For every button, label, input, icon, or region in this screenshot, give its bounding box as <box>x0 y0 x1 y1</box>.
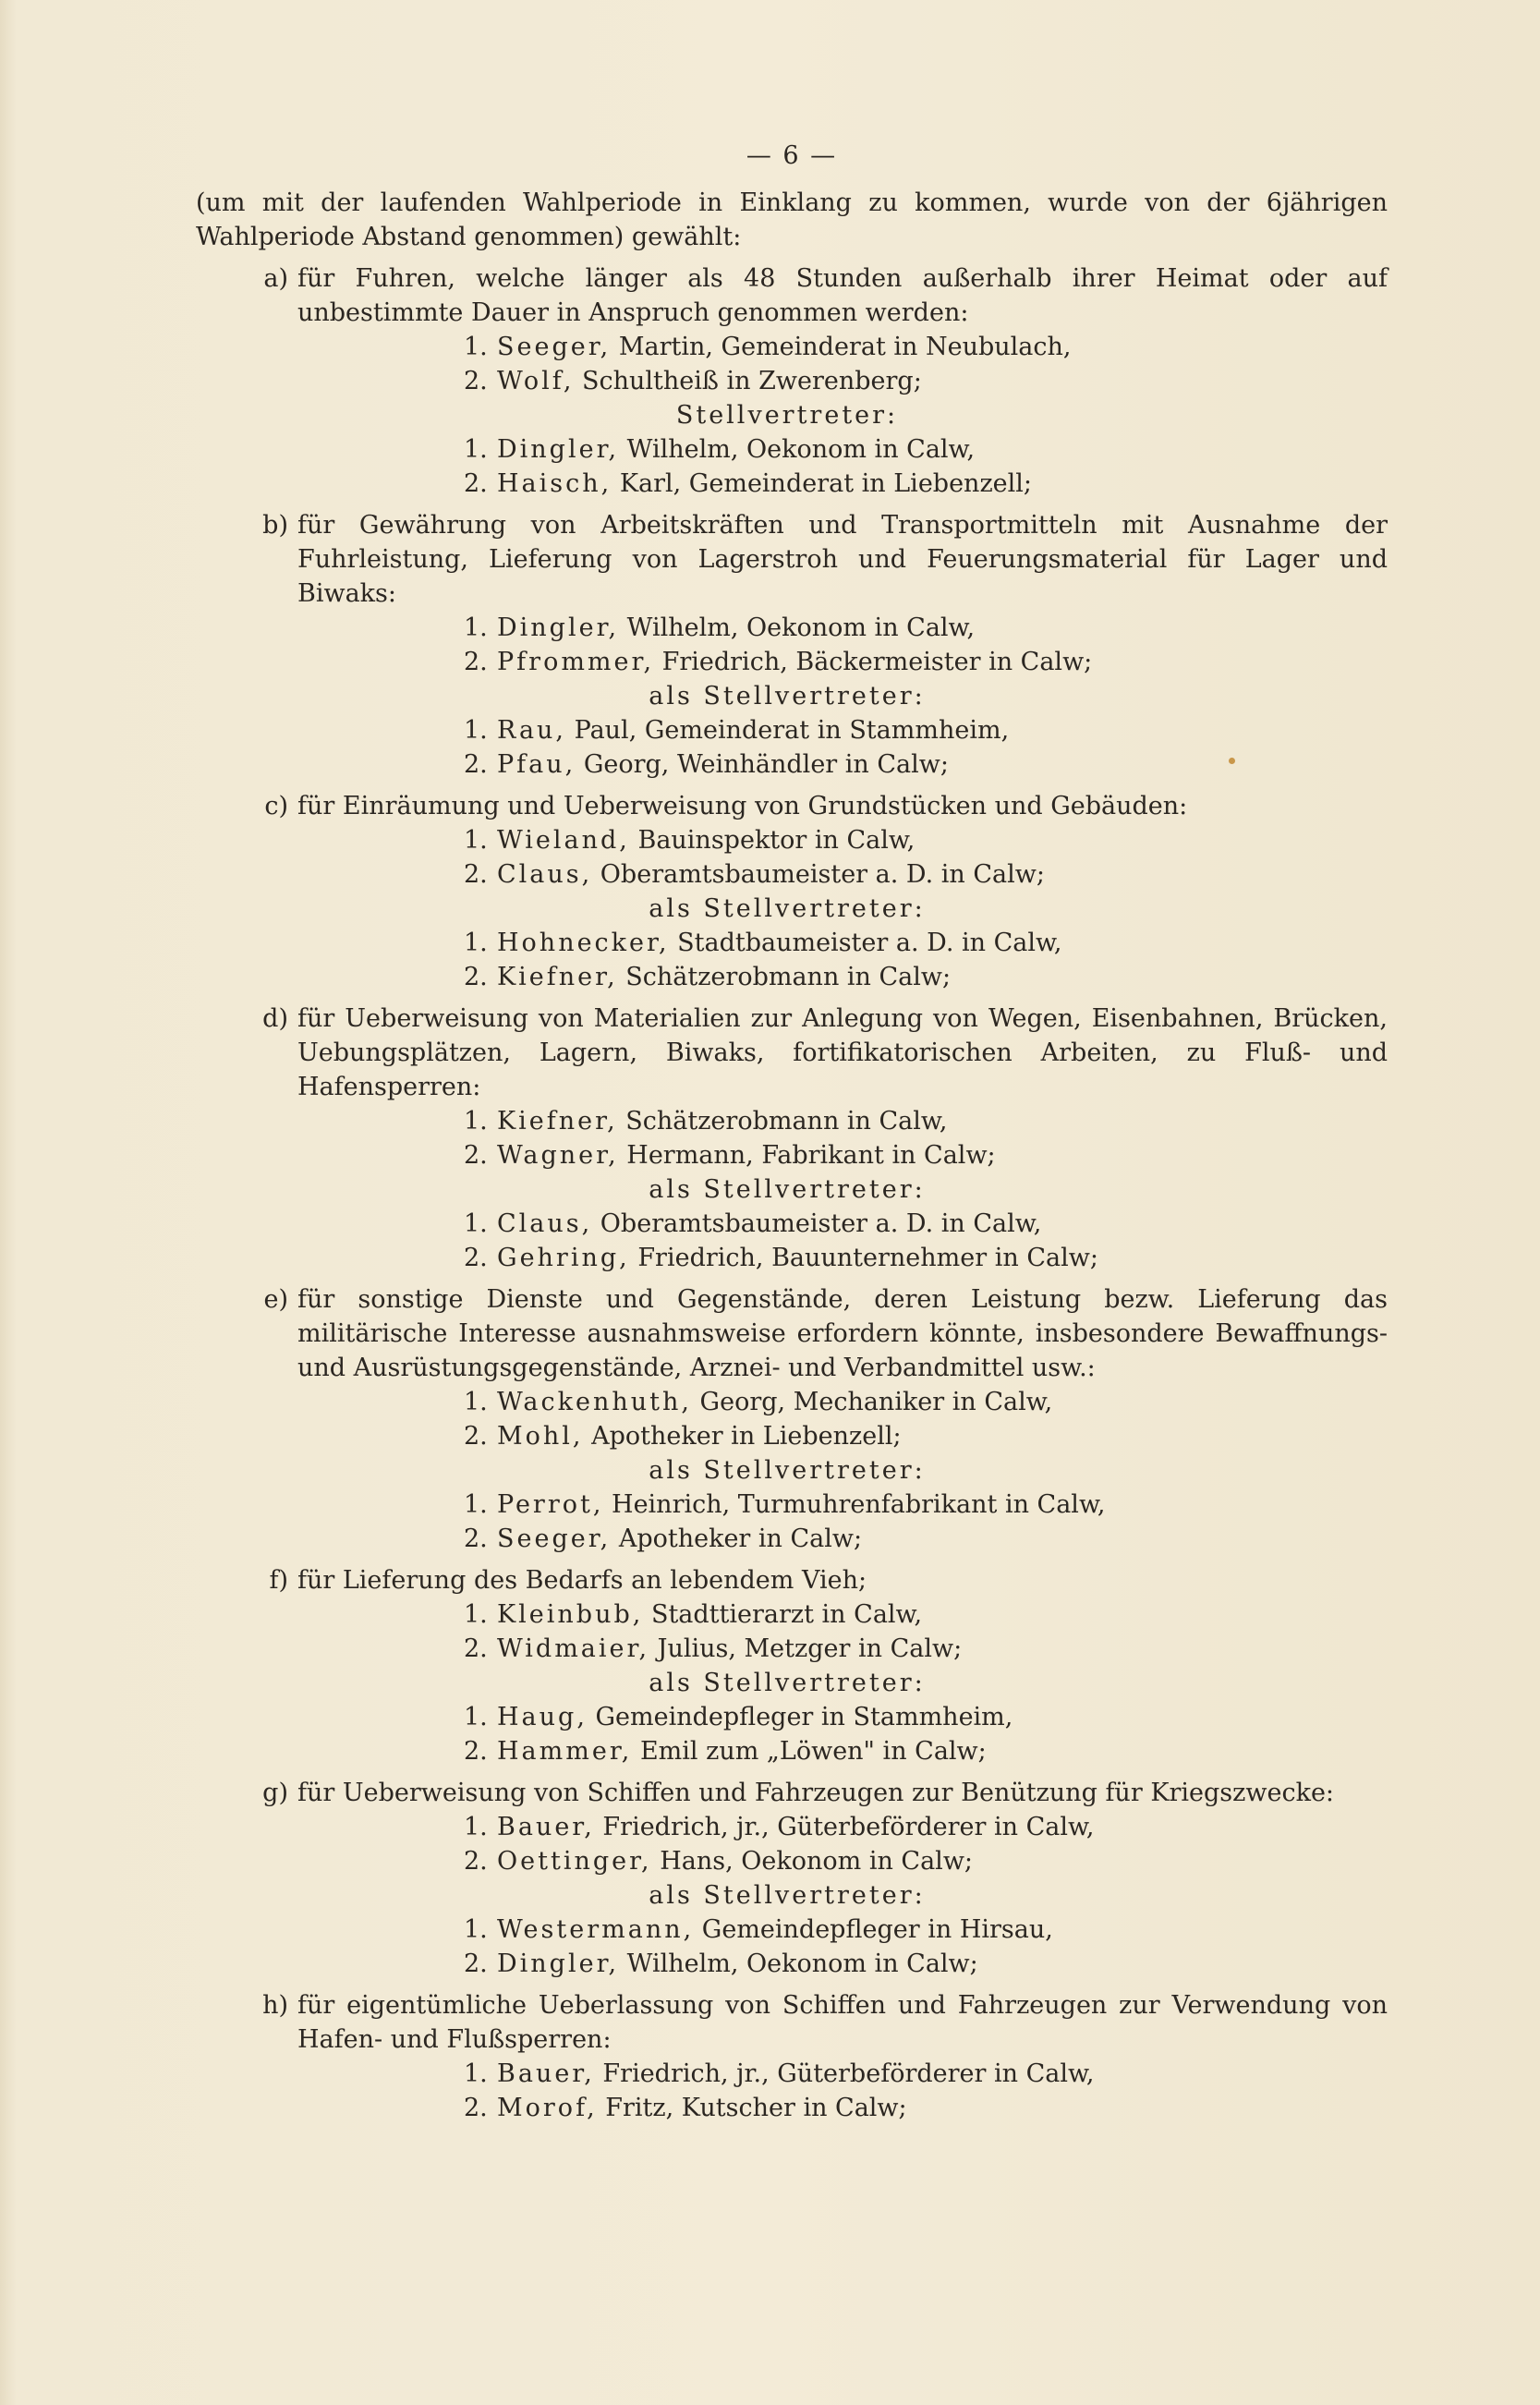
entry-number: 2. <box>464 367 488 395</box>
section-text: für Ueberweisung von Schiffen und Fahrzeugen zur Benützung für Kriegszwecke: <box>297 1779 1335 1807</box>
section-body <box>297 508 1388 782</box>
entry-surname: Oettinger, <box>497 1847 652 1876</box>
alternates-heading: als Stellvertreter: <box>649 1456 926 1485</box>
entry-details: Heinrich, Turmuhrenfabrikant in Calw, <box>603 1490 1106 1519</box>
section-body <box>297 1282 1388 1556</box>
entry-details: Stadttierarzt in Calw, <box>643 1600 923 1629</box>
entry-details: Wilhelm, Oekonom in Calw, <box>619 435 976 464</box>
section-label: c) <box>264 792 288 820</box>
entry-details: Schätzerobmann in Calw; <box>617 963 952 991</box>
section-label: d) <box>262 1004 288 1033</box>
entry-number: 1. <box>464 1703 488 1731</box>
entry-surname: Hammer, <box>497 1737 633 1766</box>
member-entry <box>297 1597 1388 1632</box>
entry-surname: Morof, <box>497 2094 598 2122</box>
section-body <box>297 1776 1388 1981</box>
alternate-entry <box>297 960 1388 994</box>
entry-details: Schultheiß in Zwerenberg; <box>574 367 922 395</box>
section-body <box>297 261 1388 501</box>
section-body <box>297 789 1388 994</box>
entry-surname: Pfrommer, <box>497 648 655 676</box>
entry-surname: Kiefner, <box>497 963 618 991</box>
member-entry <box>297 364 1388 398</box>
entry-details: Friedrich, jr., Güterbeförderer in Calw, <box>594 1813 1095 1841</box>
entry-number: 1. <box>464 929 488 957</box>
entry-number: 2. <box>464 1141 488 1170</box>
section-a <box>196 261 1388 501</box>
entry-details: Georg, Weinhändler in Calw; <box>576 750 949 779</box>
entry-details: Martin, Gemeinderat in Neubulach, <box>611 333 1072 361</box>
entry-surname: Westermann, <box>497 1915 695 1944</box>
alternate-entry <box>297 926 1388 960</box>
section-d <box>196 1002 1388 1275</box>
section-body <box>297 1988 1388 2125</box>
alternates-heading: als Stellvertreter: <box>649 894 926 923</box>
alternate-entry <box>297 1913 1388 1947</box>
member-entry <box>297 645 1388 679</box>
entry-surname: Bauer, <box>497 2059 595 2088</box>
section-c <box>196 789 1388 994</box>
entry-number: 1. <box>464 826 488 855</box>
entry-surname: Dingler, <box>497 1950 620 1978</box>
alternate-entry <box>297 1734 1388 1768</box>
section-b <box>196 508 1388 782</box>
member-entry <box>297 330 1388 364</box>
entry-details: Bauinspektor in Calw, <box>629 826 916 855</box>
alternate-entry <box>297 713 1388 747</box>
alternate-entry <box>297 1241 1388 1275</box>
sections-list <box>196 261 1388 2125</box>
alternates-heading: als Stellvertreter: <box>649 682 926 711</box>
member-entry <box>297 1419 1388 1453</box>
member-entry <box>297 1844 1388 1878</box>
entry-number: 1. <box>464 716 488 745</box>
entry-details: Gemeindepfleger in Stammheim, <box>587 1703 1013 1731</box>
section-h <box>196 1988 1388 2125</box>
entry-details: Oberamtsbaumeister a. D. in Calw; <box>592 860 1045 889</box>
section-text: für eigentümliche Ueberlassung von Schiffen und Fahrzeugen zur Verwendung von Hafen- und Flußsperren: <box>297 1991 1388 2054</box>
section-text: für sonstige Dienste und Gegenstände, deren Leistung bezw. Lieferung das militärische Interesse ausnahmsweise erfordern könnte, insbesondere Bewaffnungs- und Ausrüstungsgegenstände, Arznei- und Verbandmittel usw.: <box>297 1285 1388 1382</box>
entry-surname: Wackenhuth, <box>497 1388 692 1416</box>
member-entry <box>297 1385 1388 1419</box>
entry-number: 2. <box>464 1524 488 1553</box>
member-entry <box>297 2091 1388 2125</box>
page-number: — 6 — <box>746 141 838 170</box>
entry-surname: Wagner, <box>497 1141 619 1170</box>
entry-details: Stadtbaumeister a. D. in Calw, <box>669 929 1062 957</box>
section-label: g) <box>262 1779 288 1807</box>
section-g <box>196 1776 1388 1981</box>
entry-number: 2. <box>464 1422 488 1451</box>
entry-number: 1. <box>464 1107 488 1136</box>
entry-number: 2. <box>464 1737 488 1766</box>
entry-details: Emil zum „Löwen" in Calw; <box>632 1737 987 1766</box>
entry-surname: Hohnecker, <box>497 929 670 957</box>
entry-surname: Kiefner, <box>497 1107 618 1136</box>
entry-surname: Gehring, <box>497 1244 630 1272</box>
section-text: für Ueberweisung von Materialien zur Anlegung von Wegen, Eisenbahnen, Brücken, Uebungsplätzen, Lagern, Biwaks, fortifikatorischen Arbeiten, zu Fluß- und Hafensperren: <box>297 1004 1388 1101</box>
entry-number: 2. <box>464 469 488 498</box>
entry-number: 2. <box>464 1950 488 1978</box>
entry-number: 1. <box>464 435 488 464</box>
entry-details: Fritz, Kutscher in Calw; <box>597 2094 907 2122</box>
section-body <box>297 1002 1388 1275</box>
alternate-entry <box>297 1522 1388 1556</box>
alternate-entry <box>297 747 1388 782</box>
section-text: für Einräumung und Ueberweisung von Grundstücken und Gebäuden: <box>297 792 1188 820</box>
entry-surname: Perrot, <box>497 1490 604 1519</box>
section-label: a) <box>263 264 288 293</box>
alternates-heading: als Stellvertreter: <box>649 1881 926 1910</box>
entry-details: Paul, Gemeinderat in Stammheim, <box>566 716 1010 745</box>
section-label: f) <box>269 1566 288 1595</box>
entry-surname: Claus, <box>497 860 593 889</box>
entry-number: 2. <box>464 860 488 889</box>
entry-surname: Seeger, <box>497 333 612 361</box>
alternate-entry <box>297 1700 1388 1734</box>
member-entry <box>297 611 1388 645</box>
section-e <box>196 1282 1388 1556</box>
member-entry <box>297 857 1388 892</box>
alternate-entry <box>297 1947 1388 1981</box>
entry-number: 2. <box>464 2094 488 2122</box>
section-label: h) <box>262 1991 288 2020</box>
member-entry <box>297 823 1388 857</box>
entry-details: Apotheker in Calw; <box>611 1524 863 1553</box>
entry-number: 1. <box>464 1600 488 1629</box>
section-label: e) <box>263 1285 288 1314</box>
section-text: für Lieferung des Bedarfs an lebendem Vieh; <box>297 1566 867 1595</box>
entry-details: Wilhelm, Oekonom in Calw, <box>619 613 976 642</box>
entry-surname: Haisch, <box>497 469 612 498</box>
entry-surname: Bauer, <box>497 1813 595 1841</box>
entry-surname: Claus, <box>497 1209 593 1238</box>
entry-surname: Rau, <box>497 716 567 745</box>
section-f <box>196 1563 1388 1768</box>
entry-details: Friedrich, Bäckermeister in Calw; <box>654 648 1093 676</box>
section-label: b) <box>262 511 288 540</box>
entry-surname: Wieland, <box>497 826 630 855</box>
member-entry <box>297 1138 1388 1172</box>
entry-surname: Wolf, <box>497 367 575 395</box>
entry-number: 1. <box>464 333 488 361</box>
entry-surname: Widmaier, <box>497 1634 650 1663</box>
entry-number: 2. <box>464 1634 488 1663</box>
entry-surname: Kleinbub, <box>497 1600 644 1629</box>
section-text: für Gewährung von Arbeitskräften und Transportmitteln mit Ausnahme der Fuhrleistung, Lieferung von Lagerstroh und Feuerungsmaterial für Lager und Biwaks: <box>297 511 1388 608</box>
alternates-heading: als Stellvertreter: <box>649 1669 926 1697</box>
entry-number: 2. <box>464 963 488 991</box>
entry-details: Hermann, Fabrikant in Calw; <box>618 1141 996 1170</box>
entry-details: Apotheker in Liebenzell; <box>583 1422 902 1451</box>
entry-number: 2. <box>464 750 488 779</box>
entry-number: 1. <box>464 1209 488 1238</box>
alternate-entry <box>297 1207 1388 1241</box>
member-entry <box>297 1632 1388 1666</box>
entry-number: 1. <box>464 2059 488 2088</box>
entry-details: Friedrich, Bauunternehmer in Calw; <box>629 1244 1098 1272</box>
alternates-heading: als Stellvertreter: <box>649 1175 926 1204</box>
entry-number: 1. <box>464 1490 488 1519</box>
entry-details: Karl, Gemeinderat in Liebenzell; <box>612 469 1033 498</box>
alternates-heading: Stellvertreter: <box>675 401 899 430</box>
entry-details: Schätzerobmann in Calw, <box>617 1107 948 1136</box>
entry-details: Wilhelm, Oekonom in Calw; <box>619 1950 978 1978</box>
entry-number: 2. <box>464 1847 488 1876</box>
member-entry <box>297 1810 1388 1844</box>
entry-details: Gemeindepfleger in Hirsau, <box>694 1915 1053 1944</box>
entry-surname: Haug, <box>497 1703 588 1731</box>
intro-paragraph: (um mit der laufenden Wahlperiode in Einklang zu kommen, wurde von der 6jährigen Wahlperiode Abstand genommen) gewählt: <box>196 188 1388 251</box>
entry-number: 1. <box>464 1915 488 1944</box>
alternate-entry <box>297 1488 1388 1522</box>
entry-surname: Dingler, <box>497 613 620 642</box>
alternate-entry <box>297 432 1388 467</box>
entry-surname: Seeger, <box>497 1524 612 1553</box>
entry-number: 2. <box>464 648 488 676</box>
document-body <box>196 139 1388 2125</box>
section-body <box>297 1563 1388 1768</box>
alternate-entry <box>297 467 1388 501</box>
entry-surname: Dingler, <box>497 435 620 464</box>
entry-number: 1. <box>464 1388 488 1416</box>
entry-number: 2. <box>464 1244 488 1272</box>
entry-number: 1. <box>464 1813 488 1841</box>
entry-surname: Pfau, <box>497 750 576 779</box>
member-entry <box>297 1104 1388 1138</box>
section-text: für Fuhren, welche länger als 48 Stunden außerhalb ihrer Heimat oder auf unbestimmte Dauer in Anspruch genommen werden: <box>297 264 1388 327</box>
entry-details: Hans, Oekonom in Calw; <box>651 1847 974 1876</box>
entry-number: 1. <box>464 613 488 642</box>
member-entry <box>297 2057 1388 2091</box>
entry-details: Georg, Mechaniker in Calw, <box>691 1388 1053 1416</box>
entry-details: Friedrich, jr., Güterbeförderer in Calw, <box>594 2059 1095 2088</box>
entry-surname: Mohl, <box>497 1422 584 1451</box>
entry-details: Julius, Metzger in Calw; <box>649 1634 963 1663</box>
entry-details: Oberamtsbaumeister a. D. in Calw, <box>592 1209 1042 1238</box>
